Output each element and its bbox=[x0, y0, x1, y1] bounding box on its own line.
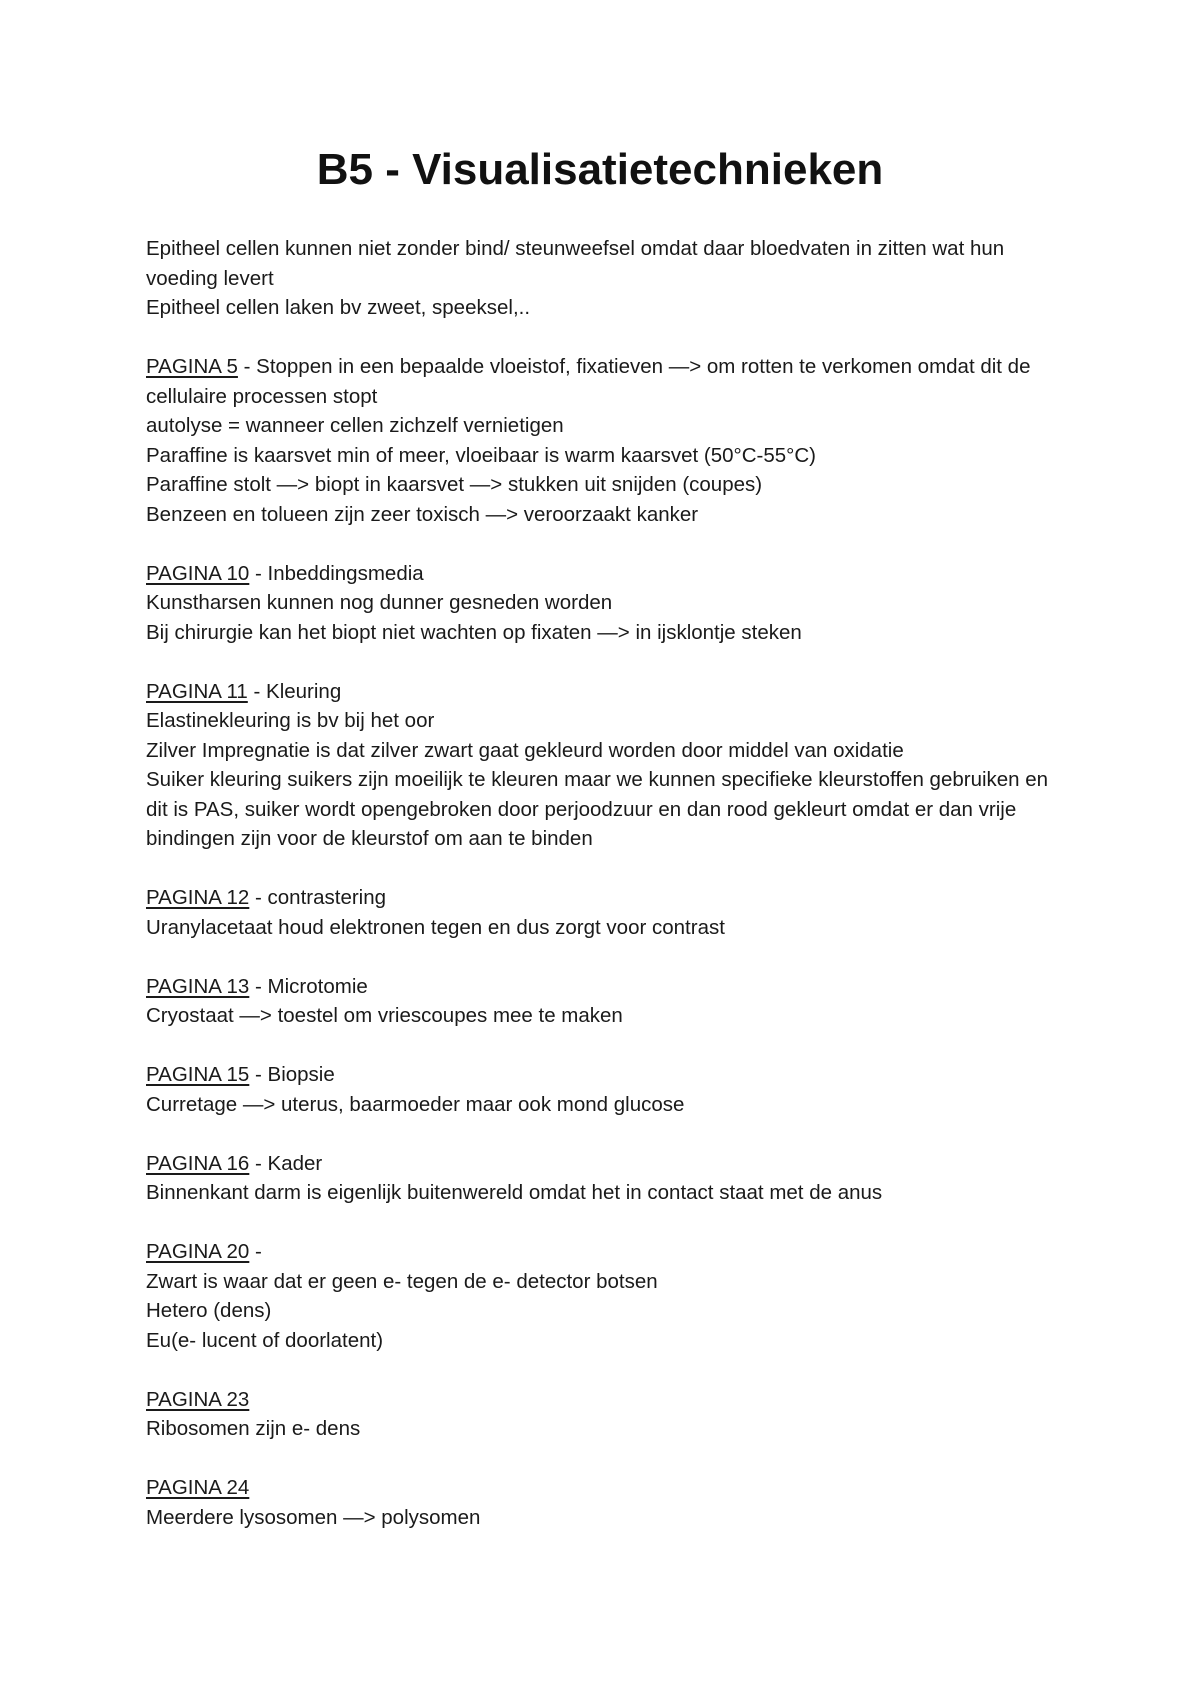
section-line: Zwart is waar dat er geen e- tegen de e- detector botsen bbox=[146, 1269, 658, 1293]
section-line: Curretage —> uterus, baarmoeder maar ook mond glucose bbox=[146, 1092, 685, 1116]
section-line: Binnenkant darm is eigenlijk buitenwereld omdat het in contact staat met de anus bbox=[146, 1181, 883, 1204]
document-body bbox=[146, 234, 1066, 1532]
section-heading-text: - Biopsie bbox=[249, 1063, 335, 1086]
page-reference: PAGINA 20 bbox=[146, 1240, 250, 1263]
section-line: Eu(e- lucent of doorlatent) bbox=[146, 1328, 384, 1352]
intro-line: Epitheel cellen laken bv zweet, speeksel,.. bbox=[146, 296, 531, 319]
section-heading-text: - Kleuring bbox=[247, 679, 342, 703]
section-heading-pagina-20 bbox=[146, 1237, 1066, 1267]
section-line: Paraffine stolt —> biopt in kaarsvet —> stukken uit snijden (coupes) bbox=[146, 473, 763, 496]
section-heading-pagina-24 bbox=[146, 1473, 1066, 1503]
page-reference: PAGINA 12 bbox=[146, 886, 250, 909]
section-line: Cryostaat —> toestel om vriescoupes mee te maken bbox=[146, 1004, 623, 1027]
section-line: Hetero (dens) bbox=[146, 1299, 272, 1322]
section-line: autolyse = wanneer cellen zichzelf vernietigen bbox=[146, 414, 564, 437]
page-reference: PAGINA 15 bbox=[146, 1063, 250, 1086]
section-heading-text: - bbox=[249, 1240, 262, 1263]
section-heading-pagina-11 bbox=[146, 677, 1066, 707]
page-reference: PAGINA 10 bbox=[146, 561, 250, 585]
section-heading-pagina-15 bbox=[146, 1060, 1066, 1090]
section-heading-text: - Stoppen in een bepaalde vloeistof, fixatieven —> om rotten te verkomen omdat dit de cellulaire processen stopt bbox=[146, 355, 1031, 408]
section-line: Benzeen en tolueen zijn zeer toxisch —> veroorzaakt kanker bbox=[146, 502, 699, 526]
page-reference: PAGINA 5 bbox=[146, 355, 238, 378]
section-heading-text: - Inbeddingsmedia bbox=[249, 561, 424, 585]
intro-line: Epitheel cellen kunnen niet zonder bind/ steunweefsel omdat daar bloedvaten in zitten wat hun voeding levert bbox=[146, 237, 1005, 290]
section-line: Paraffine is kaarsvet min of meer, vloeibaar is warm kaarsvet (50°C-55°C) bbox=[146, 443, 816, 467]
section-heading-pagina-16 bbox=[146, 1149, 1066, 1179]
section-line: Kunstharsen kunnen nog dunner gesneden worden bbox=[146, 591, 613, 614]
section-line: Suiker kleuring suikers zijn moeilijk te kleuren maar we kunnen specifieke kleurstoffen gebruiken en dit is PAS, suiker wordt opengebroken door perjoodzuur en dan rood gekleurt omdat er dan vrije bindingen zijn voor de kleurstof om aan te binden bbox=[146, 768, 1049, 850]
section-line: Uranylacetaat houd elektronen tegen en dus zorgt voor contrast bbox=[146, 915, 725, 939]
section-heading-pagina-5 bbox=[146, 352, 1066, 411]
section-heading-pagina-23 bbox=[146, 1385, 1066, 1415]
section-heading-pagina-12 bbox=[146, 883, 1066, 913]
document-title: B5 - Visualisatietechnieken bbox=[316, 145, 884, 194]
section-heading-text: - Kader bbox=[249, 1151, 323, 1175]
page-reference: PAGINA 13 bbox=[146, 974, 250, 998]
page-reference: PAGINA 16 bbox=[146, 1151, 250, 1175]
page-reference: PAGINA 24 bbox=[146, 1476, 250, 1499]
page-reference: PAGINA 11 bbox=[146, 679, 248, 703]
section-line: Zilver Impregnatie is dat zilver zwart gaat gekleurd worden door middel van oxidatie bbox=[146, 738, 904, 762]
section-line: Elastinekleuring is bv bij het oor bbox=[146, 709, 435, 732]
section-heading-text: - contrastering bbox=[249, 886, 387, 909]
section-line: Ribosomen zijn e- dens bbox=[146, 1417, 361, 1440]
section-line: Meerdere lysosomen —> polysomen bbox=[146, 1505, 481, 1529]
page-reference: PAGINA 23 bbox=[146, 1387, 250, 1411]
section-heading-pagina-13 bbox=[146, 972, 1066, 1002]
section-line: Bij chirurgie kan het biopt niet wachten op fixaten —> in ijsklontje steken bbox=[146, 620, 802, 644]
section-heading-pagina-10 bbox=[146, 559, 1066, 589]
section-heading-text: - Microtomie bbox=[249, 974, 368, 998]
